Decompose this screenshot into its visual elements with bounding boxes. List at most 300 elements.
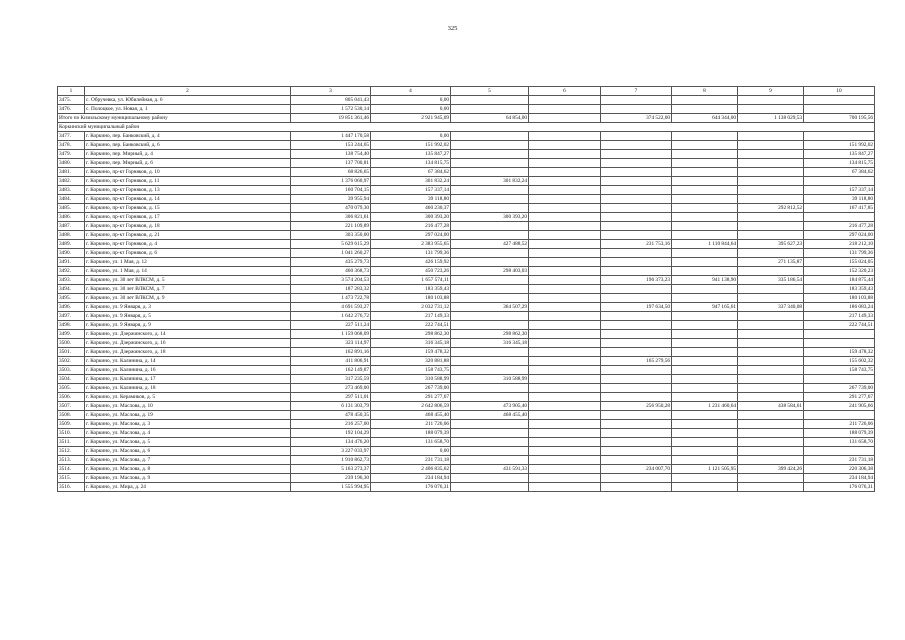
table-row bbox=[58, 96, 875, 105]
value-cell bbox=[738, 249, 804, 258]
value-cell bbox=[672, 339, 738, 348]
value-cell: 256 950,28 bbox=[601, 402, 672, 411]
value-cell bbox=[529, 474, 601, 483]
value-cell: 234 184,94 bbox=[804, 474, 875, 483]
row-number: 3479. bbox=[58, 150, 85, 159]
table-row bbox=[58, 375, 875, 384]
header-cell: 9 bbox=[738, 87, 804, 96]
address-cell: г. Коркино, ул. Дзержинского, д. 18 bbox=[85, 348, 291, 357]
value-cell: 320 881,88 bbox=[371, 357, 451, 366]
value-cell: 291 277,67 bbox=[804, 393, 875, 402]
address-cell: г. Коркино, ул. Маслова, д. 10 bbox=[85, 402, 291, 411]
value-cell: 2 032 731,12 bbox=[371, 303, 451, 312]
value-cell bbox=[451, 429, 529, 438]
value-cell bbox=[451, 384, 529, 393]
value-cell: 301 832,24 bbox=[451, 177, 529, 186]
value-cell bbox=[738, 330, 804, 339]
total-row bbox=[58, 114, 875, 123]
value-cell bbox=[672, 312, 738, 321]
value-cell: 0,00 bbox=[371, 105, 451, 114]
value-cell bbox=[672, 96, 738, 105]
value-cell bbox=[451, 438, 529, 447]
value-cell: 231 731,18 bbox=[804, 456, 875, 465]
value-cell: 316 345,18 bbox=[371, 339, 451, 348]
value-cell bbox=[601, 312, 672, 321]
address-cell: г. Коркино, ул. 9 Января, д. 3 bbox=[85, 303, 291, 312]
value-cell: 135 847,27 bbox=[371, 150, 451, 159]
value-cell: 183 359,43 bbox=[804, 285, 875, 294]
row-number: 3503. bbox=[58, 366, 85, 375]
row-number: 3514. bbox=[58, 465, 85, 474]
address-cell: г. Коркино, ул. 30 лет ВЛКСМ, д. 7 bbox=[85, 285, 291, 294]
value-cell bbox=[529, 375, 601, 384]
value-cell: 67 384,62 bbox=[804, 168, 875, 177]
value-cell: 297 024,00 bbox=[804, 231, 875, 240]
value-cell: 180 103,88 bbox=[804, 294, 875, 303]
value-cell: 1 159 068,09 bbox=[291, 330, 371, 339]
value-cell: 165 279,56 bbox=[601, 357, 672, 366]
row-number: 3493. bbox=[58, 276, 85, 285]
value-cell: 158 743,75 bbox=[371, 366, 451, 375]
table-row bbox=[58, 213, 875, 222]
value-cell: 399 424,26 bbox=[738, 465, 804, 474]
value-cell bbox=[672, 249, 738, 258]
header-cell: 2 bbox=[85, 87, 291, 96]
value-cell: 473 905,40 bbox=[451, 402, 529, 411]
row-number: 3513. bbox=[58, 456, 85, 465]
value-cell: 176 076,31 bbox=[804, 483, 875, 492]
value-cell bbox=[804, 132, 875, 141]
value-cell: 1 376 060,97 bbox=[291, 177, 371, 186]
value-cell bbox=[451, 186, 529, 195]
row-number: 3508. bbox=[58, 411, 85, 420]
table-row bbox=[58, 222, 875, 231]
value-cell bbox=[601, 96, 672, 105]
value-cell: 183 359,43 bbox=[371, 285, 451, 294]
value-cell: 4 691 593,27 bbox=[291, 303, 371, 312]
value-cell bbox=[601, 159, 672, 168]
value-cell: 216 477,28 bbox=[804, 222, 875, 231]
value-cell bbox=[529, 231, 601, 240]
value-cell bbox=[738, 375, 804, 384]
address-cell: г. Коркино, ул. 9 Января, д. 5 bbox=[85, 312, 291, 321]
address-cell: г. Коркино, пр-кт Горняков, д. 6 bbox=[85, 249, 291, 258]
value-cell bbox=[738, 132, 804, 141]
value-cell: 450 723,26 bbox=[371, 267, 451, 276]
address-cell: г. Коркино, ул. 1 Мая, д. 14 bbox=[85, 267, 291, 276]
value-cell: 1 138 029,53 bbox=[738, 114, 804, 123]
value-cell bbox=[738, 483, 804, 492]
value-cell: 158 743,75 bbox=[804, 366, 875, 375]
value-cell: 64 854,00 bbox=[451, 114, 529, 123]
value-cell bbox=[738, 321, 804, 330]
value-cell bbox=[529, 267, 601, 276]
address-cell: г. Коркино, ул. Дзержинского, д. 16 bbox=[85, 339, 291, 348]
value-cell: 216 477,28 bbox=[371, 222, 451, 231]
row-number: 3486. bbox=[58, 213, 85, 222]
value-cell bbox=[672, 483, 738, 492]
table-row bbox=[58, 204, 875, 213]
value-cell bbox=[672, 411, 738, 420]
value-cell bbox=[804, 447, 875, 456]
table-row bbox=[58, 231, 875, 240]
value-cell: 234 007,70 bbox=[601, 465, 672, 474]
row-number: 3499. bbox=[58, 330, 85, 339]
value-cell: 197 634,50 bbox=[601, 303, 672, 312]
value-cell bbox=[601, 447, 672, 456]
value-cell: 301 832,24 bbox=[371, 177, 451, 186]
value-cell bbox=[529, 357, 601, 366]
value-cell: 941 138,90 bbox=[672, 276, 738, 285]
value-cell: 188 079,39 bbox=[371, 429, 451, 438]
row-number: 3498. bbox=[58, 321, 85, 330]
value-cell bbox=[451, 141, 529, 150]
value-cell bbox=[601, 384, 672, 393]
address-cell: г. Коркино, ул. Дзержинского, д. 14 bbox=[85, 330, 291, 339]
value-cell bbox=[529, 204, 601, 213]
header-cell: 7 bbox=[601, 87, 672, 96]
table-row bbox=[58, 483, 875, 492]
table-row bbox=[58, 384, 875, 393]
value-cell: 700 195,56 bbox=[804, 114, 875, 123]
value-cell bbox=[738, 384, 804, 393]
value-cell: 211 726,06 bbox=[371, 420, 451, 429]
value-cell: 298 862,30 bbox=[451, 330, 529, 339]
row-number: 3504. bbox=[58, 375, 85, 384]
value-cell: 1 642 276,72 bbox=[291, 312, 371, 321]
address-cell: г. Коркино, пер. Банковский, д. 6 bbox=[85, 141, 291, 150]
value-cell bbox=[672, 456, 738, 465]
table-row bbox=[58, 393, 875, 402]
value-cell bbox=[601, 186, 672, 195]
value-cell: 155 024,05 bbox=[804, 258, 875, 267]
address-cell: г. Коркино, ул. Маслова, д. 19 bbox=[85, 411, 291, 420]
value-cell bbox=[601, 267, 672, 276]
value-cell bbox=[451, 159, 529, 168]
value-cell: 152 320,23 bbox=[804, 267, 875, 276]
value-cell: 157 337,14 bbox=[371, 186, 451, 195]
row-number: 3480. bbox=[58, 159, 85, 168]
table-row bbox=[58, 168, 875, 177]
value-cell bbox=[738, 177, 804, 186]
table-row bbox=[58, 411, 875, 420]
value-cell: 947 165,61 bbox=[672, 303, 738, 312]
value-cell bbox=[738, 159, 804, 168]
value-cell: 2 383 955,65 bbox=[371, 240, 451, 249]
address-cell: г. Коркино, пр-кт Горняков, д. 4 bbox=[85, 240, 291, 249]
header-cell: 8 bbox=[672, 87, 738, 96]
header-cell: 10 bbox=[804, 87, 875, 96]
value-cell: 0,00 bbox=[371, 447, 451, 456]
value-cell: 395 627,23 bbox=[738, 240, 804, 249]
value-cell: 231 731,18 bbox=[371, 456, 451, 465]
value-cell bbox=[451, 168, 529, 177]
row-number: 3496. bbox=[58, 303, 85, 312]
value-cell: 0,00 bbox=[371, 96, 451, 105]
value-cell: 460 368,73 bbox=[291, 267, 371, 276]
value-cell: 478 450,35 bbox=[291, 411, 371, 420]
address-cell: г. Коркино, ул. Маслова, д. 5 bbox=[85, 438, 291, 447]
value-cell bbox=[601, 195, 672, 204]
value-cell bbox=[529, 96, 601, 105]
value-cell: 303 350,00 bbox=[291, 231, 371, 240]
value-cell: 1 473 722,78 bbox=[291, 294, 371, 303]
value-cell bbox=[451, 321, 529, 330]
value-cell bbox=[738, 231, 804, 240]
value-cell: 1 572 530,14 bbox=[291, 105, 371, 114]
table-row bbox=[58, 348, 875, 357]
value-cell bbox=[529, 186, 601, 195]
value-cell: 39 118,80 bbox=[371, 195, 451, 204]
value-cell: 239 196,30 bbox=[291, 474, 371, 483]
value-cell bbox=[601, 177, 672, 186]
value-cell: 162 149,87 bbox=[291, 366, 371, 375]
address-cell: г. Коркино, пер. Банковский, д. 4 bbox=[85, 132, 291, 141]
value-cell bbox=[672, 267, 738, 276]
table-row bbox=[58, 249, 875, 258]
address-cell: г. Коркино, пр-кт Горняков, д. 14 bbox=[85, 195, 291, 204]
value-cell bbox=[529, 303, 601, 312]
row-number: 3489. bbox=[58, 240, 85, 249]
value-cell: 291 277,67 bbox=[371, 393, 451, 402]
value-cell bbox=[601, 411, 672, 420]
value-cell: 6 131 303,79 bbox=[291, 402, 371, 411]
value-cell bbox=[672, 204, 738, 213]
column-number-header-row bbox=[58, 87, 875, 96]
value-cell bbox=[529, 114, 601, 123]
value-cell bbox=[738, 420, 804, 429]
value-cell: 1 910 862,73 bbox=[291, 456, 371, 465]
value-cell: 196 373,23 bbox=[601, 276, 672, 285]
value-cell bbox=[451, 366, 529, 375]
value-cell bbox=[672, 141, 738, 150]
value-cell bbox=[804, 105, 875, 114]
row-number: 3506. bbox=[58, 393, 85, 402]
value-cell: 468 455,40 bbox=[371, 411, 451, 420]
value-cell: 184 875,44 bbox=[804, 276, 875, 285]
address-cell: г. Коркино, пр-кт Горняков, д. 18 bbox=[85, 222, 291, 231]
value-cell bbox=[738, 456, 804, 465]
value-cell: 297 511,01 bbox=[291, 393, 371, 402]
value-cell: 1 121 505,95 bbox=[672, 465, 738, 474]
value-cell bbox=[738, 447, 804, 456]
value-cell: 644 344,00 bbox=[672, 114, 738, 123]
row-number: 3500. bbox=[58, 339, 85, 348]
value-cell bbox=[672, 357, 738, 366]
value-cell bbox=[672, 366, 738, 375]
value-cell: 131 799,36 bbox=[371, 249, 451, 258]
value-cell bbox=[451, 258, 529, 267]
value-cell: 153 244,65 bbox=[291, 141, 371, 150]
address-cell: г. Коркино, ул. 30 лет ВЛКСМ, д. 9 bbox=[85, 294, 291, 303]
value-cell bbox=[672, 258, 738, 267]
address-cell: г. Коркино, ул. 1 Мая, д. 12 bbox=[85, 258, 291, 267]
value-cell bbox=[529, 177, 601, 186]
value-cell bbox=[529, 213, 601, 222]
value-cell bbox=[738, 312, 804, 321]
value-cell: 306 821,61 bbox=[291, 213, 371, 222]
value-cell bbox=[672, 321, 738, 330]
value-cell: 159 478,32 bbox=[804, 348, 875, 357]
value-cell bbox=[672, 186, 738, 195]
value-cell: 323 114,97 bbox=[291, 339, 371, 348]
value-cell: 162 891,16 bbox=[291, 348, 371, 357]
address-cell: г. Коркино, ул. Маслова, д. 8 bbox=[85, 465, 291, 474]
value-cell bbox=[738, 105, 804, 114]
value-cell: 220 306,38 bbox=[804, 465, 875, 474]
value-cell bbox=[601, 213, 672, 222]
value-cell bbox=[738, 339, 804, 348]
value-cell: 39 118,80 bbox=[804, 195, 875, 204]
row-number: 3497. bbox=[58, 312, 85, 321]
row-number: 3515. bbox=[58, 474, 85, 483]
value-cell bbox=[738, 186, 804, 195]
value-cell: 131 658,70 bbox=[371, 438, 451, 447]
value-cell bbox=[601, 231, 672, 240]
value-cell bbox=[601, 168, 672, 177]
table-row bbox=[58, 105, 875, 114]
value-cell: 160 704,15 bbox=[291, 186, 371, 195]
value-cell: 151 992,02 bbox=[804, 141, 875, 150]
value-cell bbox=[529, 348, 601, 357]
value-cell: 68 826,65 bbox=[291, 168, 371, 177]
value-cell: 1 657 574,11 bbox=[371, 276, 451, 285]
value-cell bbox=[451, 204, 529, 213]
value-cell: 234 184,94 bbox=[371, 474, 451, 483]
value-cell bbox=[529, 420, 601, 429]
value-cell bbox=[672, 231, 738, 240]
value-cell: 159 478,32 bbox=[371, 348, 451, 357]
value-cell bbox=[529, 312, 601, 321]
header-cell: 4 bbox=[371, 87, 451, 96]
value-cell bbox=[672, 159, 738, 168]
value-cell: 155 602,32 bbox=[804, 357, 875, 366]
value-cell bbox=[672, 177, 738, 186]
value-cell bbox=[601, 456, 672, 465]
row-number: 3512. bbox=[58, 447, 85, 456]
value-cell: 151 992,02 bbox=[371, 141, 451, 150]
header-cell: 3 bbox=[291, 87, 371, 96]
value-cell bbox=[529, 384, 601, 393]
value-cell bbox=[601, 429, 672, 438]
row-number: 3502. bbox=[58, 357, 85, 366]
value-cell bbox=[804, 177, 875, 186]
address-cell: г. Коркино, пр-кт Горняков, д. 11 bbox=[85, 177, 291, 186]
address-cell: г. Коркино, ул. Маслова, д. 9 bbox=[85, 474, 291, 483]
value-cell bbox=[601, 366, 672, 375]
row-number: 3507. bbox=[58, 402, 85, 411]
value-cell bbox=[672, 330, 738, 339]
value-cell bbox=[672, 438, 738, 447]
row-number: 3511. bbox=[58, 438, 85, 447]
address-cell: г. Коркино, ул. Калинина, д. 18 bbox=[85, 384, 291, 393]
value-cell bbox=[529, 222, 601, 231]
row-number: 3492. bbox=[58, 267, 85, 276]
value-cell bbox=[672, 348, 738, 357]
value-cell: 131 658,70 bbox=[804, 438, 875, 447]
address-cell: г. Коркино, ул. 9 Января, д. 9 bbox=[85, 321, 291, 330]
table-row bbox=[58, 447, 875, 456]
table-row bbox=[58, 132, 875, 141]
table-row bbox=[58, 429, 875, 438]
value-cell: 5 629 615,29 bbox=[291, 240, 371, 249]
value-cell bbox=[738, 285, 804, 294]
address-cell: г. Коркино, пр-кт Горняков, д. 21 bbox=[85, 231, 291, 240]
address-cell: г. Коркино, ул. Маслова, д. 4 bbox=[85, 429, 291, 438]
value-cell bbox=[672, 213, 738, 222]
address-cell: г. Коркино, ул. Мира, д. 24 bbox=[85, 483, 291, 492]
value-cell: 167 417,85 bbox=[804, 204, 875, 213]
value-cell bbox=[451, 276, 529, 285]
row-number: 3509. bbox=[58, 420, 85, 429]
address-cell: г. Коркино, ул. 30 лет ВЛКСМ, д. 5 bbox=[85, 276, 291, 285]
value-cell: 241 905,66 bbox=[804, 402, 875, 411]
value-cell bbox=[738, 213, 804, 222]
value-cell bbox=[451, 222, 529, 231]
value-cell bbox=[601, 258, 672, 267]
value-cell: 438 584,61 bbox=[738, 402, 804, 411]
value-cell bbox=[451, 294, 529, 303]
value-cell: 0,00 bbox=[371, 132, 451, 141]
value-cell bbox=[738, 438, 804, 447]
value-cell bbox=[529, 456, 601, 465]
value-cell: 1 041 260,27 bbox=[291, 249, 371, 258]
address-cell: г. Коркино, ул. Калинина, д. 17 bbox=[85, 375, 291, 384]
value-cell bbox=[601, 132, 672, 141]
value-cell bbox=[804, 330, 875, 339]
value-cell: 134 815,75 bbox=[371, 159, 451, 168]
value-cell bbox=[738, 294, 804, 303]
value-cell bbox=[529, 402, 601, 411]
value-cell bbox=[672, 168, 738, 177]
value-cell: 316 345,18 bbox=[451, 339, 529, 348]
table-row bbox=[58, 465, 875, 474]
value-cell bbox=[529, 285, 601, 294]
value-cell: 192 104,29 bbox=[291, 429, 371, 438]
value-cell bbox=[738, 195, 804, 204]
value-cell: 1 447 170,58 bbox=[291, 132, 371, 141]
value-cell: 364 507,29 bbox=[451, 303, 529, 312]
value-cell: 310 588,99 bbox=[451, 375, 529, 384]
value-cell bbox=[529, 411, 601, 420]
value-cell bbox=[672, 420, 738, 429]
row-number: 3483. bbox=[58, 186, 85, 195]
value-cell bbox=[601, 204, 672, 213]
value-cell bbox=[672, 285, 738, 294]
value-cell: 135 847,27 bbox=[804, 150, 875, 159]
value-cell bbox=[601, 321, 672, 330]
value-cell bbox=[451, 348, 529, 357]
value-cell bbox=[601, 339, 672, 348]
value-cell: 218 212,10 bbox=[804, 240, 875, 249]
row-number: 3495. bbox=[58, 294, 85, 303]
table-row bbox=[58, 267, 875, 276]
value-cell bbox=[451, 105, 529, 114]
value-cell bbox=[601, 420, 672, 429]
row-number: 3475. bbox=[58, 96, 85, 105]
section-header-row bbox=[58, 123, 875, 132]
value-cell bbox=[738, 267, 804, 276]
address-cell: с. Полоцкое, ул. Новая, д. 1 bbox=[85, 105, 291, 114]
value-cell bbox=[601, 330, 672, 339]
value-cell bbox=[529, 195, 601, 204]
table-row bbox=[58, 150, 875, 159]
value-cell bbox=[738, 429, 804, 438]
row-number: 3488. bbox=[58, 231, 85, 240]
value-cell: 5 163 273,37 bbox=[291, 465, 371, 474]
row-number: 3516. bbox=[58, 483, 85, 492]
value-cell: 267 739,00 bbox=[371, 384, 451, 393]
